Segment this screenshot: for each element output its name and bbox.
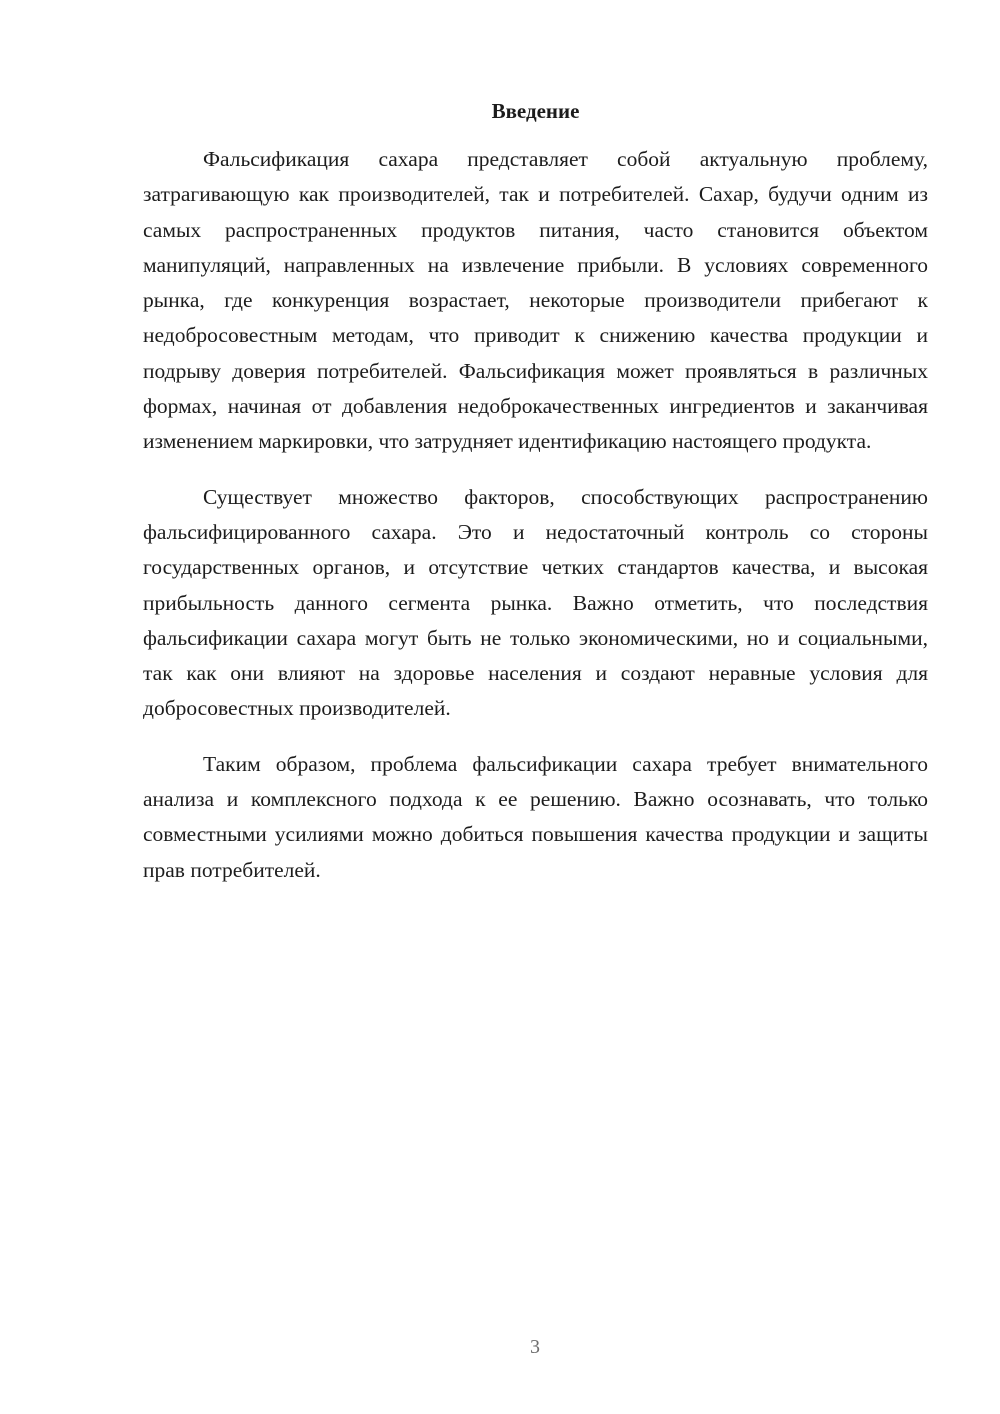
paragraph-3: Таким образом, проблема фальсификации сахара требует внимательного анализа и комплексного подхода к ее решению. Важно осознавать, что только совместными усилиями можно добиться повышения качества продукции и защиты прав потребителей. <box>143 751 928 882</box>
body-text <box>143 142 928 888</box>
paragraph-1: Фальсификация сахара представляет собой актуальную проблему, затрагивающую как производителей, так и потребителей. Сахар, будучи одним из самых распространенных продуктов питания, часто становится объектом манипуляций, направленных на извлечение прибыли. В условиях современного рынка, где конкуренция возрастает, некоторые производители прибегают к недобросовестным методам, что приводит к снижению качества продукции и подрыву доверия потребителей. Фальсификация может проявляться в различных формах, начиная от добавления недоброкачественных ингредиентов и заканчивая изменением маркировки, что затрудняет идентификацию настоящего продукта. <box>143 147 928 454</box>
section-heading: Введение <box>491 99 580 123</box>
paragraph-2: Существует множество факторов, способствующих распространению фальсифицированного сахара. Это и недостаточный контроль со стороны государственных органов, и отсутствие четких стандартов качества, и высокая прибыльность данного сегмента рынка. Важно отметить, что последствия фальсификации сахара могут быть не только экономическими, но и социальными, так как они влияют на здоровье населения и создают неравные условия для добросовестных производителей. <box>143 484 928 721</box>
page-number: 3 <box>530 1336 540 1358</box>
